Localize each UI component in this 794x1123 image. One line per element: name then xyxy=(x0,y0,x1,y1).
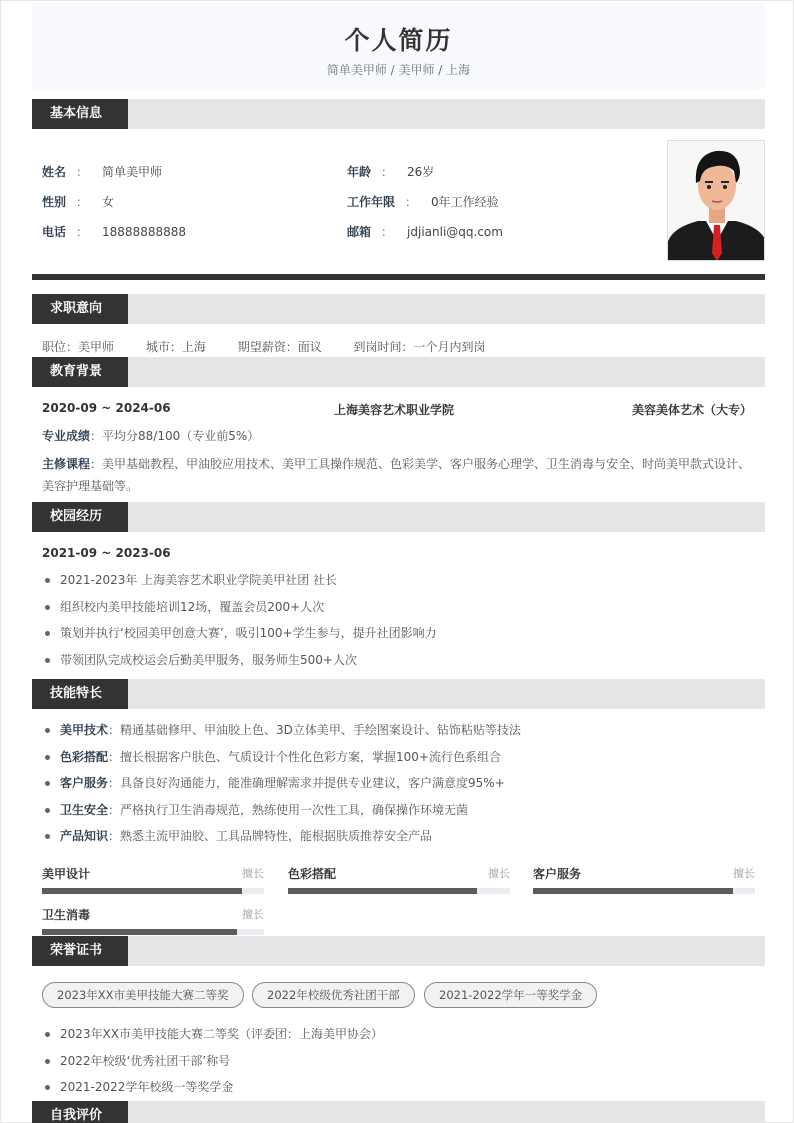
intent-city: 城市：上海 xyxy=(145,340,206,354)
progress-fill xyxy=(42,888,242,894)
info-email: 邮箱 ： jdjianli@qq.com xyxy=(347,225,503,239)
progress-fill xyxy=(42,929,237,935)
campus-list xyxy=(42,567,437,673)
section-header-intent xyxy=(32,294,765,324)
progress-bar xyxy=(42,929,264,935)
info-name: 姓名 ： 简单美甲师 xyxy=(42,165,163,179)
page-title: 个人简历 xyxy=(344,26,453,55)
list-item: 2021-2023年 上海美容艺术职业学院美甲社团 社长 xyxy=(42,567,437,594)
section-title: 技能特长 xyxy=(32,679,128,709)
progress-fill xyxy=(288,888,477,894)
list-item: 带领团队完成校运会后勤美甲服务，服务师生500+人次 xyxy=(42,647,437,674)
person-portrait-icon xyxy=(668,141,765,261)
list-item: 客户服务：具备良好沟通能力，能准确理解需求并提供专业建议，客户满意度95%+ xyxy=(42,770,521,797)
section-header-honors xyxy=(32,936,765,966)
job-intent-row xyxy=(42,338,514,355)
resume-header xyxy=(32,3,765,89)
intent-position: 职位：美甲师 xyxy=(42,340,115,354)
page-subtitle: 简单美甲师 / 美甲师 / 上海 xyxy=(326,63,471,77)
list-item: 卫生安全：严格执行卫生消毒规范，熟练使用一次性工具，确保操作环境无菌 xyxy=(42,797,521,824)
section-title: 求职意向 xyxy=(32,294,128,324)
avatar-photo xyxy=(667,140,765,261)
campus-date: 2021-09 ~ 2023-06 xyxy=(42,546,171,560)
skill-bar-hygiene: 卫生消毒 擅长 xyxy=(42,906,264,923)
list-item: 策划并执行‘校园美甲创意大赛’，吸引100+学生参与，提升社团影响力 xyxy=(42,620,437,647)
progress-fill xyxy=(533,888,733,894)
honor-tag: 2022年校级优秀社团干部 xyxy=(252,982,415,1008)
intent-arrival: 到岗时间：一个月内到岗 xyxy=(353,340,486,354)
progress-bar xyxy=(42,888,264,894)
section-title: 教育背景 xyxy=(32,357,128,387)
section-header-self-evaluation xyxy=(32,1101,765,1123)
section-title: 基本信息 xyxy=(32,99,128,129)
progress-bar xyxy=(533,888,755,894)
progress-bar xyxy=(288,888,510,894)
info-phone: 电话 ： 18888888888 xyxy=(42,225,187,239)
info-age: 年龄 ： 26岁 xyxy=(347,165,435,179)
section-title: 自我评价 xyxy=(32,1101,128,1123)
list-item: 组织校内美甲技能培训12场，覆盖会员200+人次 xyxy=(42,594,437,621)
list-item: 产品知识：熟悉主流甲油胶、工具品牌特性，能根据肤质推荐安全产品 xyxy=(42,823,521,850)
list-item: 2023年XX市美甲技能大赛二等奖（评委团：上海美甲协会） xyxy=(42,1021,383,1048)
list-item: 2022年校级‘优秀社团干部’称号 xyxy=(42,1048,383,1075)
section-title: 荣誉证书 xyxy=(32,936,128,966)
skills-list xyxy=(42,717,521,850)
intent-salary: 期望薪资：面议 xyxy=(237,340,322,354)
honors-list xyxy=(42,1021,383,1101)
section-header-education xyxy=(32,357,765,387)
info-experience: 工作年限 ： 0年工作经验 xyxy=(347,195,499,209)
education-row xyxy=(42,401,752,415)
info-gender: 性别 ： 女 xyxy=(42,195,115,209)
education-major: 美容美体艺术（大专） xyxy=(631,403,752,417)
education-school: 上海美容艺术职业学院 xyxy=(334,403,455,417)
section-title: 校园经历 xyxy=(32,502,128,532)
honor-tag: 2023年XX市美甲技能大赛二等奖 xyxy=(42,982,244,1008)
section-divider xyxy=(32,274,765,280)
list-item: 美甲技术：精通基础修甲、甲油胶上色、3D立体美甲、手绘图案设计、钻饰粘贴等技法 xyxy=(42,717,521,744)
skill-bar-color-matching: 色彩搭配 擅长 xyxy=(288,865,510,882)
honor-tag: 2021-2022学年一等奖学金 xyxy=(424,982,597,1008)
list-item: 2021-2022学年校级一等奖学金 xyxy=(42,1074,383,1101)
section-header-basic xyxy=(32,99,765,129)
section-header-skills xyxy=(32,679,765,709)
list-item: 色彩搭配：擅长根据客户肤色、气质设计个性化色彩方案，掌握100+流行色系组合 xyxy=(42,744,521,771)
skill-bar-nail-design: 美甲设计 擅长 xyxy=(42,865,264,882)
section-header-campus xyxy=(32,502,765,532)
education-score: 专业成绩：平均分88/100（专业前5%） xyxy=(42,429,260,443)
education-courses: 主修课程：美甲基础教程、甲油胶应用技术、美甲工具操作规范、色彩美学、客户服务心理学、卫生消毒与安全、时尚美甲款式设计、美容护理基础等。 xyxy=(42,457,751,493)
skill-bar-customer-service: 客户服务 擅长 xyxy=(533,865,755,882)
education-date: 2020-09 ~ 2024-06 xyxy=(42,401,171,415)
